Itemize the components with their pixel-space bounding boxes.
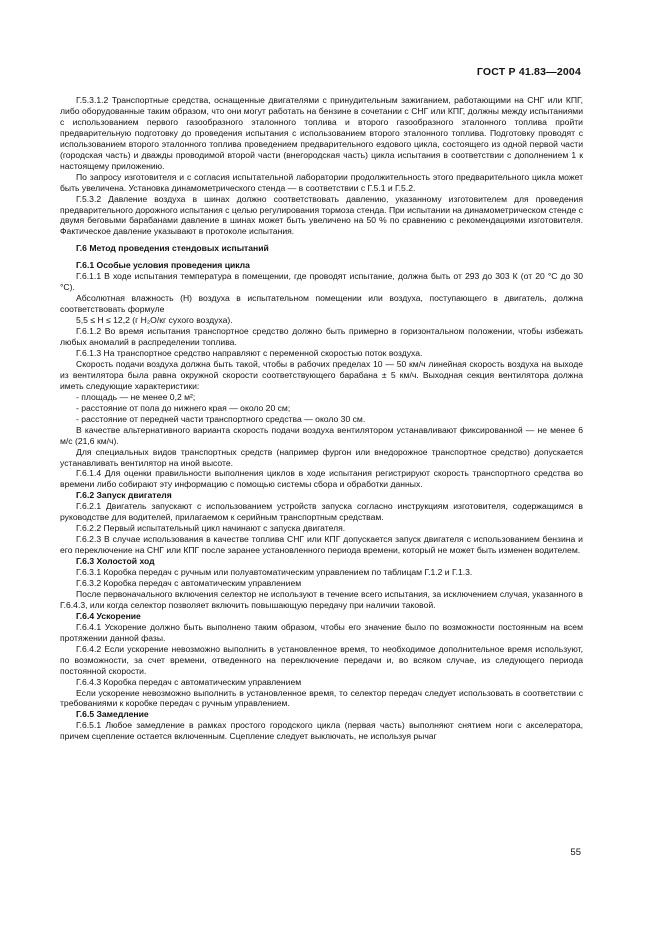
paragraph: Г.6.2.3 В случае использования в качестве топлива СНГ или КПГ допускается запуск двигателя с использованием бензина и его переключение на СНГ или КПГ после заранее установленного периода времени, который не может быть изменен водителем. bbox=[60, 534, 583, 556]
paragraph: Г.6.2.1 Двигатель запускают с использованием устройств запуска согласно инструкциям изготовителя, содержащимся в руководстве для водителей, прилагаемом к серийным транспортным средствам. bbox=[60, 501, 583, 523]
subsection-heading: Г.6.3 Холостой ход bbox=[76, 556, 155, 567]
paragraph: Г.6.3.2 Коробка передач с автоматическим управлением bbox=[76, 577, 302, 588]
list-item: - расстояние от пола до нижнего края — около 20 см; bbox=[76, 402, 291, 413]
paragraph: Г.6.1.3 На транспортное средство направляют с переменной скоростью поток воздуха. bbox=[76, 347, 423, 358]
subsection-heading: Г.6.1 Особые условия проведения цикла bbox=[76, 260, 250, 271]
paragraph: В качестве альтернативного варианта скорость подачи воздуха вентилятором устанавливают фиксированной — не менее 6 м/с (21,6 км/ч). bbox=[60, 424, 583, 446]
paragraph: По запросу изготовителя и с согласия испытательной лаборатории продолжительность этого предварительного цикла может быть увеличена. Установка динамометрического стенда — в соответствии с Г.5.1 и Г.5.2. bbox=[60, 171, 583, 193]
subsection-heading: Г.6.2 Запуск двигателя bbox=[76, 490, 172, 501]
paragraph: Г.6.4.3 Коробка передач с автоматическим управлением bbox=[76, 676, 302, 687]
section-heading: Г.6 Метод проведения стендовых испытаний bbox=[76, 243, 269, 254]
list-item: - расстояние от передней части транспортного средства — около 30 см. bbox=[76, 413, 366, 424]
paragraph: Г.6.1.1 В ходе испытания температура в помещении, где проводят испытание, должна быть от 293 до 303 К (от 20 °С до 30 °С). bbox=[60, 271, 583, 293]
document-body bbox=[60, 95, 583, 742]
paragraph: Г.6.4.1 Ускорение должно быть выполнено таким образом, чтобы его значение было по возможности постоянным на всем протяжении данной фазы. bbox=[60, 621, 583, 643]
subsection-heading: Г.6.4 Ускорение bbox=[76, 610, 141, 621]
paragraph: Г.6.2.2 Первый испытательный цикл начинают с запуска двигателя. bbox=[76, 523, 346, 534]
paragraph: Г.6.1.2 Во время испытания транспортное средство должно быть примерно в горизонтальном положении, чтобы избежать любых аномалий в распределении топлива. bbox=[60, 326, 583, 348]
paragraph: Г.6.1.4 Для оценки правильности выполнения циклов в ходе испытания регистрируют скорость транспортного средства во времени либо собирают эту информацию с помощью системы сбора и обработки данных. bbox=[60, 468, 583, 490]
list-item: - площадь — не менее 0,2 м²; bbox=[76, 391, 196, 402]
paragraph: Скорость подачи воздуха должна быть такой, чтобы в рабочих пределах 10 — 50 км/ч линейная скорость воздуха на выходе из вентилятора была равна окружной скорости соответствующего барабана ± 5 км/ч. Выходная секция вентилятора должна иметь следующие характеристики: bbox=[60, 358, 583, 391]
paragraph: Абсолютная влажность (H) воздуха в испытательном помещении или воздуха, поступающего в двигатель, должна соответствовать формуле bbox=[60, 293, 583, 315]
paragraph: Г.6.4.2 Если ускорение невозможно выполнить в установленное время, то необходимое дополнительное время используют, по возможности, за счет времени, отведенного на переключение передачи и, во всяком случае, из следующего периода постоянной скорости. bbox=[60, 643, 583, 676]
paragraph: Г.6.3.1 Коробка передач с ручным или полуавтоматическим управлением по таблицам Г.1.2 и Г.1.3. bbox=[76, 567, 473, 578]
paragraph: Г.5.3.1.2 Транспортные средства, оснащенные двигателями с принудительным зажиганием, работающими на СНГ или КПГ, либо оборудованные таким образом, что они могут работать на бензине в сочетании с СНГ или КПГ, должны между испытаниями с использованием первого газообразного эталонного топлива и второго газообразного эталонного топлива пройти предварительную подготовку до проведения испытания с использованием второго эталонного топлива. Подготовку проводят с использованием второго эталонного топлива проведением предварительного ездового цикла, состоящего из одной первой части (городская часть) и дважды проводимой второй части (внегородская часть) цикла испытания в соответствии с дополнением 1 к настоящему приложению. bbox=[60, 95, 583, 171]
paragraph: Г.5.3.2 Давление воздуха в шинах должно соответствовать давлению, указанному изготовителем для проведения предварительного дорожного испытания с целью регулирования тормоза стенда. При испытании на динамометрическом стенде с двумя беговыми барабанами давление в шинах может быть увеличено на 50 % по сравнению с рекомендациями изготовителя. Фактическое давление указывают в протоколе испытания. bbox=[60, 193, 583, 237]
subsection-heading: Г.6.5 Замедление bbox=[76, 709, 149, 720]
page-number: 55 bbox=[570, 847, 581, 858]
paragraph: Для специальных видов транспортных средств (например фургон или внедорожное транспортное средство) допускается устанавливать вентилятор на иной высоте. bbox=[60, 446, 583, 468]
paragraph: Г.6.5.1 Любое замедление в рамках простого городского цикла (первая часть) выполняют снятием ноги с акселератора, причем сцепление остается включенным. Сцепление следует выключать, не используя рычаг bbox=[60, 720, 583, 742]
paragraph: Если ускорение невозможно выполнить в установленное время, то селектор передач следует использовать в соответствии с требованиями к коробке передач с ручным управлением. bbox=[60, 687, 583, 709]
document-id-header: ГОСТ Р 41.83—2004 bbox=[476, 66, 581, 78]
formula: 5,5 ≤ H ≤ 12,2 (г H₂O/кг сухого воздуха). bbox=[76, 315, 233, 326]
paragraph: После первоначального включения селектор не используют в течение всего испытания, за исключением случая, указанного в Г.6.4.3, или когда селектор позволяет включить повышающую передачу при наличии таковой. bbox=[60, 588, 583, 610]
